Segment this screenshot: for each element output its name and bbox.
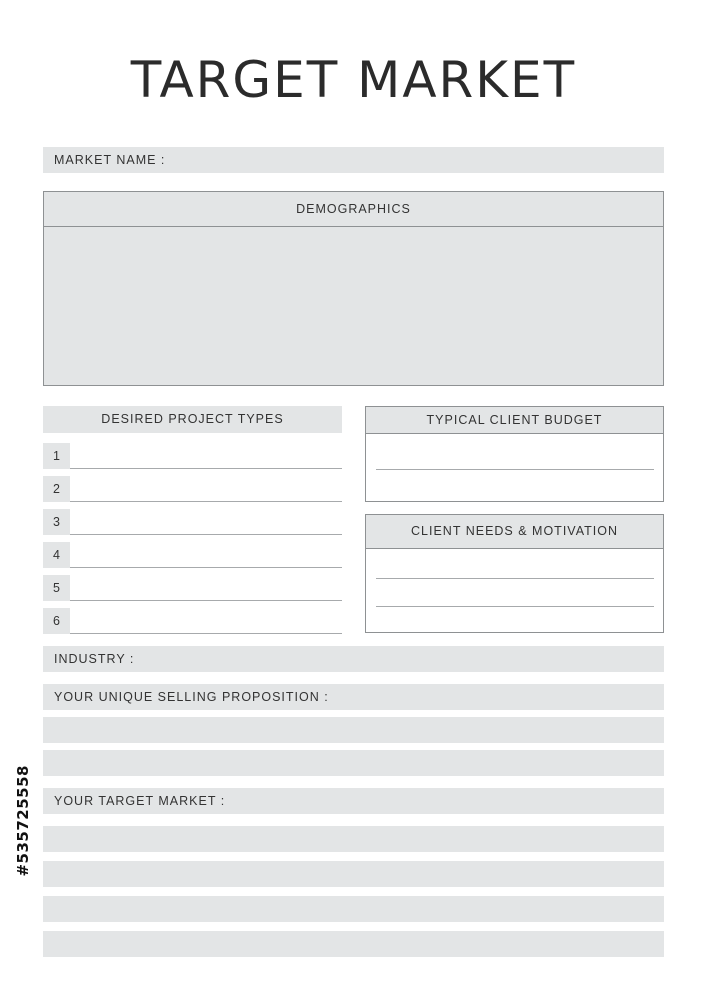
client-needs-section	[365, 514, 664, 633]
needs-line[interactable]	[376, 606, 654, 607]
row-line	[70, 501, 342, 502]
target-market-label: YOUR TARGET MARKET :	[54, 794, 226, 808]
demographics-section	[43, 191, 664, 386]
project-type-row[interactable]	[43, 443, 342, 469]
needs-line[interactable]	[376, 578, 654, 579]
target-market-field[interactable]	[43, 788, 664, 814]
usp-line[interactable]	[43, 750, 664, 776]
row-number: 1	[43, 443, 70, 469]
row-line	[70, 567, 342, 568]
typical-client-budget-label: TYPICAL CLIENT BUDGET	[366, 407, 663, 434]
project-type-row[interactable]	[43, 476, 342, 502]
row-line	[70, 600, 342, 601]
row-number: 3	[43, 509, 70, 535]
project-type-row[interactable]	[43, 575, 342, 601]
project-type-row[interactable]	[43, 509, 342, 535]
target-market-line[interactable]	[43, 931, 664, 957]
target-market-line[interactable]	[43, 896, 664, 922]
row-line	[70, 534, 342, 535]
row-line	[70, 468, 342, 469]
budget-line[interactable]	[376, 469, 654, 470]
row-number: 4	[43, 542, 70, 568]
client-needs-label: CLIENT NEEDS & MOTIVATION	[366, 515, 663, 549]
market-name-label: MARKET NAME :	[54, 153, 166, 167]
demographics-label: DEMOGRAPHICS	[44, 192, 663, 227]
target-market-line[interactable]	[43, 826, 664, 852]
industry-label: INDUSTRY :	[54, 652, 135, 666]
usp-field[interactable]	[43, 684, 664, 710]
usp-label: YOUR UNIQUE SELLING PROPOSITION :	[54, 690, 329, 704]
stock-id-watermark: #535725558	[14, 765, 32, 877]
market-name-field[interactable]	[43, 147, 664, 173]
usp-line[interactable]	[43, 717, 664, 743]
industry-field[interactable]	[43, 646, 664, 672]
row-line	[70, 633, 342, 634]
target-market-line[interactable]	[43, 861, 664, 887]
typical-client-budget-section	[365, 406, 664, 502]
project-type-row[interactable]	[43, 542, 342, 568]
row-number: 6	[43, 608, 70, 634]
page-title: TARGET MARKET	[130, 51, 577, 109]
desired-project-types-header: DESIRED PROJECT TYPES	[43, 406, 342, 433]
demographics-input-area[interactable]	[44, 227, 663, 385]
row-number: 5	[43, 575, 70, 601]
row-number: 2	[43, 476, 70, 502]
project-type-row[interactable]	[43, 608, 342, 634]
